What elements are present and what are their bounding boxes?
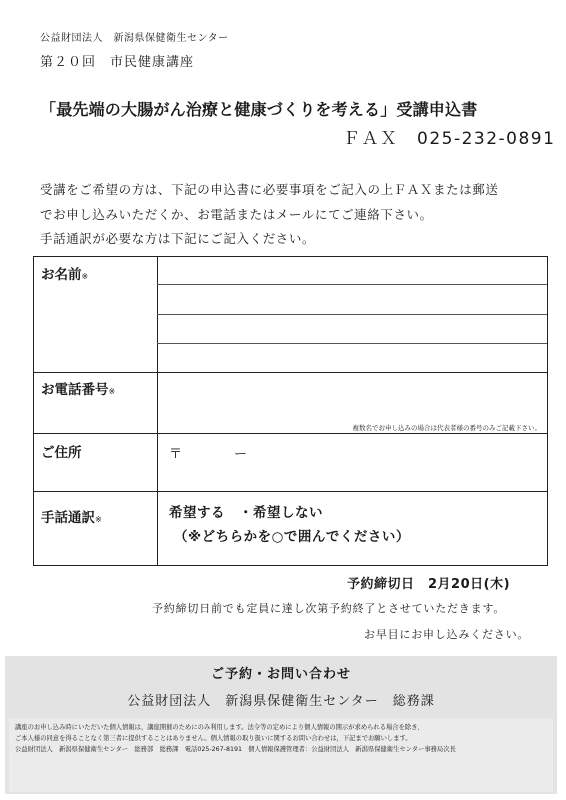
contact-organization: 公益財団法人 新潟県保健衛生センター 総務課 [127, 694, 435, 709]
page-title: 「最先端の大腸がん治療と健康づくりを考える」受講申込書 [40, 100, 478, 119]
privacy-line: 講座のお申し込み時にいただいた個人情報は，講座開催のためにのみ利用します。法令等の定めにより個人情報の開示が求められる場合を除き、 [15, 724, 424, 731]
name-field-line-1[interactable] [157, 284, 547, 285]
form-column-divider [157, 257, 158, 565]
form-row-divider [34, 372, 547, 373]
early-application-note: お早目にお申し込みください。 [364, 628, 530, 641]
form-row-divider [34, 433, 547, 434]
name-field-line-2[interactable] [157, 314, 547, 315]
name-label: お名前※ [41, 267, 89, 283]
sign-language-note: （※どちらかを○で囲んでください） [174, 529, 410, 545]
intro-line-1: 受講をご希望の方は、下記の申込書に必要事項をご記入の上ＦＡＸまたは郵送 [40, 182, 499, 197]
postal-dash: ー [234, 447, 248, 462]
privacy-notice [9, 718, 553, 792]
phone-label: お電話番号※ [41, 382, 116, 398]
address-label: ご住所 [41, 445, 82, 461]
application-form [33, 256, 548, 566]
privacy-line: 公益財団法人 新潟県保健衛生センター 総務部 総務課 電話025-267-8191 個人情報保護管理者：公益財団法人 新潟県保健衛生センター事務局次長 [15, 746, 456, 753]
phone-note: 複数名でお申し込みの場合は代表者様の番号のみご記載下さい。 [352, 424, 541, 432]
asterisk: ※ [81, 272, 89, 281]
deadline-note: 予約締切日前でも定員に達し次第予約終了とさせていただきます。 [152, 602, 506, 615]
form-row-divider [34, 491, 547, 492]
asterisk: ※ [95, 515, 102, 524]
sign-language-options[interactable]: 希望する ・希望しない [169, 505, 323, 521]
privacy-line: ご本人様の同意を得ることなく第三者に提供することはありません。個人情報の取り扱いに関するお問い合わせは，下記までお願いします。 [15, 735, 412, 742]
sign-language-label: 手話通訳※ [41, 510, 102, 526]
intro-line-3: 手話通訳が必要な方は下記にご記入ください。 [40, 231, 316, 246]
contact-title: ご予約・お問い合わせ [210, 667, 351, 682]
asterisk: ※ [108, 387, 116, 396]
name-field-line-3[interactable] [157, 343, 547, 344]
lecture-series: 第２０回 市民健康講座 [40, 55, 195, 70]
fax-number: ＦＡＸ 025-232-0891 [343, 129, 556, 149]
deadline: 予約締切日 2月20日(木) [347, 577, 511, 592]
intro-line-2: でお申し込みいただくか、お電話またはメールにてご連絡下さい。 [40, 207, 433, 222]
postal-mark: 〒 [169, 447, 183, 462]
contact-box [5, 656, 557, 794]
organization-name: 公益財団法人 新潟県保健衛生センター [40, 33, 229, 44]
